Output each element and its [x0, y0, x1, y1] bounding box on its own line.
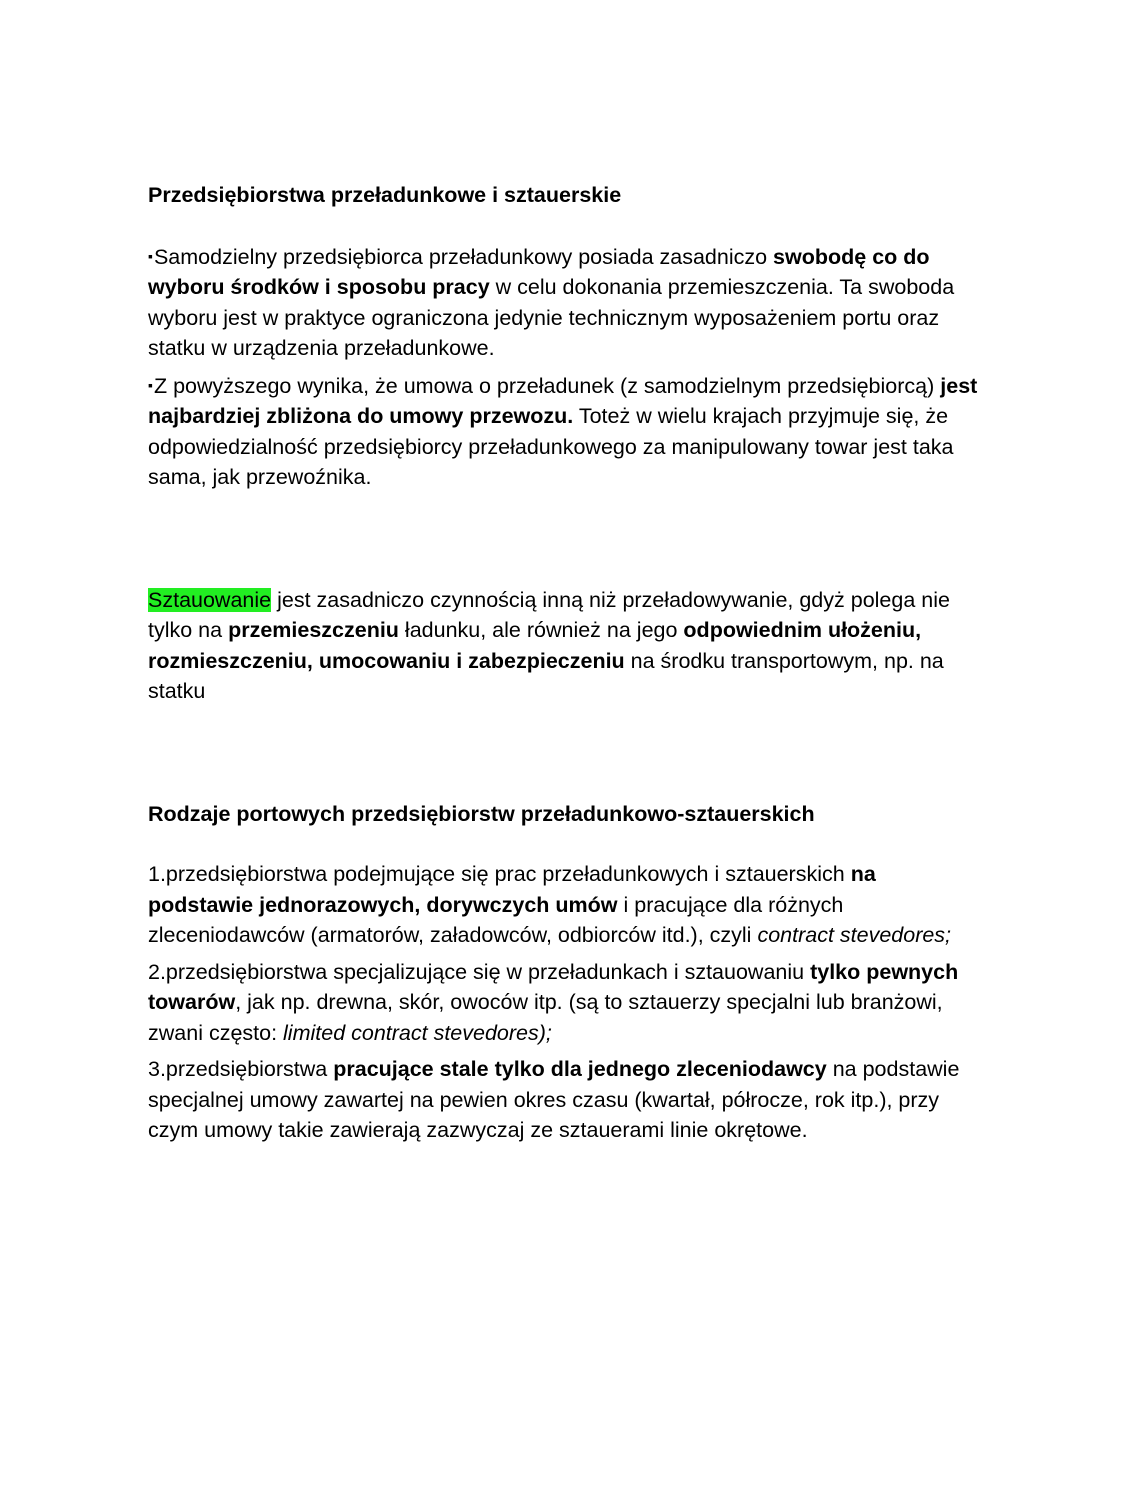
- text-run: 3.przedsiębiorstwa: [148, 1057, 334, 1081]
- list-item-3: [148, 1054, 978, 1146]
- text-run: Z powyższego wynika, że umowa o przeładunek (z samodzielnym przedsiębiorcą): [153, 373, 941, 398]
- text-run: 2.przedsiębiorstwa specjalizujące się w przeładunkach i sztauowaniu: [148, 959, 811, 984]
- text-run: w celu dokonania przemieszczenia. Ta swoboda wyboru jest w praktyce ograniczona jedynie technicznym wyposażeniem portu oraz statku w urządzenia przeładunkowe.: [148, 275, 955, 360]
- bold-text-run: pracujące stale tylko dla jednego zleceniodawcy: [333, 1057, 827, 1081]
- bold-text-run: swobodę co do wyboru środków i sposobu pracy: [148, 244, 930, 299]
- section-heading-2: Rodzaje portowych przedsiębiorstw przeładunkowo-sztauerskich: [148, 801, 815, 826]
- italic-text-run: contract stevedores;: [757, 923, 952, 947]
- document-body: [148, 180, 978, 1146]
- bold-text-run: tylko pewnych towarów: [148, 959, 959, 1014]
- list-item-1: [148, 859, 978, 951]
- italic-text-run: limited contract stevedores);: [283, 1020, 552, 1045]
- text-run: na środku transportowym, np. na statku: [148, 648, 944, 703]
- bold-text-run: jest najbardziej zbliżona do umowy przewozu.: [148, 373, 978, 428]
- bold-text-run: przemieszczeniu: [228, 618, 399, 642]
- section-heading-1: Przedsiębiorstwa przeładunkowe i sztauerskie: [148, 183, 622, 207]
- highlighted-term: Sztauowanie: [148, 587, 272, 612]
- list-item-2: [148, 957, 978, 1049]
- bold-text-run: odpowiednim ułożeniu, rozmieszczeniu, umocowaniu i zabezpieczeniu: [148, 618, 922, 673]
- text-run: jest zasadniczo czynnością inną niż przeładowywanie, gdyż polega nie tylko na: [148, 587, 950, 642]
- text-run: na podstawie specjalnej umowy zawartej na pewien okres czasu (kwartał, półrocze, rok itp.), przy czym umowy takie zawierają zazwyczaj ze sztauerami linie okrętowe.: [148, 1057, 960, 1142]
- bold-text-run: na podstawie jednorazowych, dorywczych umów: [148, 862, 876, 917]
- text-run: 1.przedsiębiorstwa podejmujące się prac przeładunkowych i sztauerskich: [148, 862, 851, 886]
- bullet-paragraph-1: [148, 241, 978, 364]
- text-run: Samodzielny przedsiębiorca przeładunkowy posiada zasadniczo: [153, 244, 774, 269]
- text-run: , jak np. drewna, skór, owoców itp. (są to sztauerzy specjalni lub branżowi, zwani często:: [148, 990, 943, 1045]
- definition-paragraph: [148, 585, 978, 707]
- text-run: i pracujące dla różnych zleceniodawców (armatorów, załadowców, odbiorców itd.), czyli: [148, 892, 844, 947]
- text-run: ładunku, ale również na jego: [398, 618, 684, 642]
- text-run: Toteż w wielu krajach przyjmuje się, że odpowiedzialność przedsiębiorcy przeładunkowego za manipulowany towar jest taka sama, jak przewoźnika.: [148, 404, 954, 489]
- bullet-paragraph-2: [148, 370, 978, 493]
